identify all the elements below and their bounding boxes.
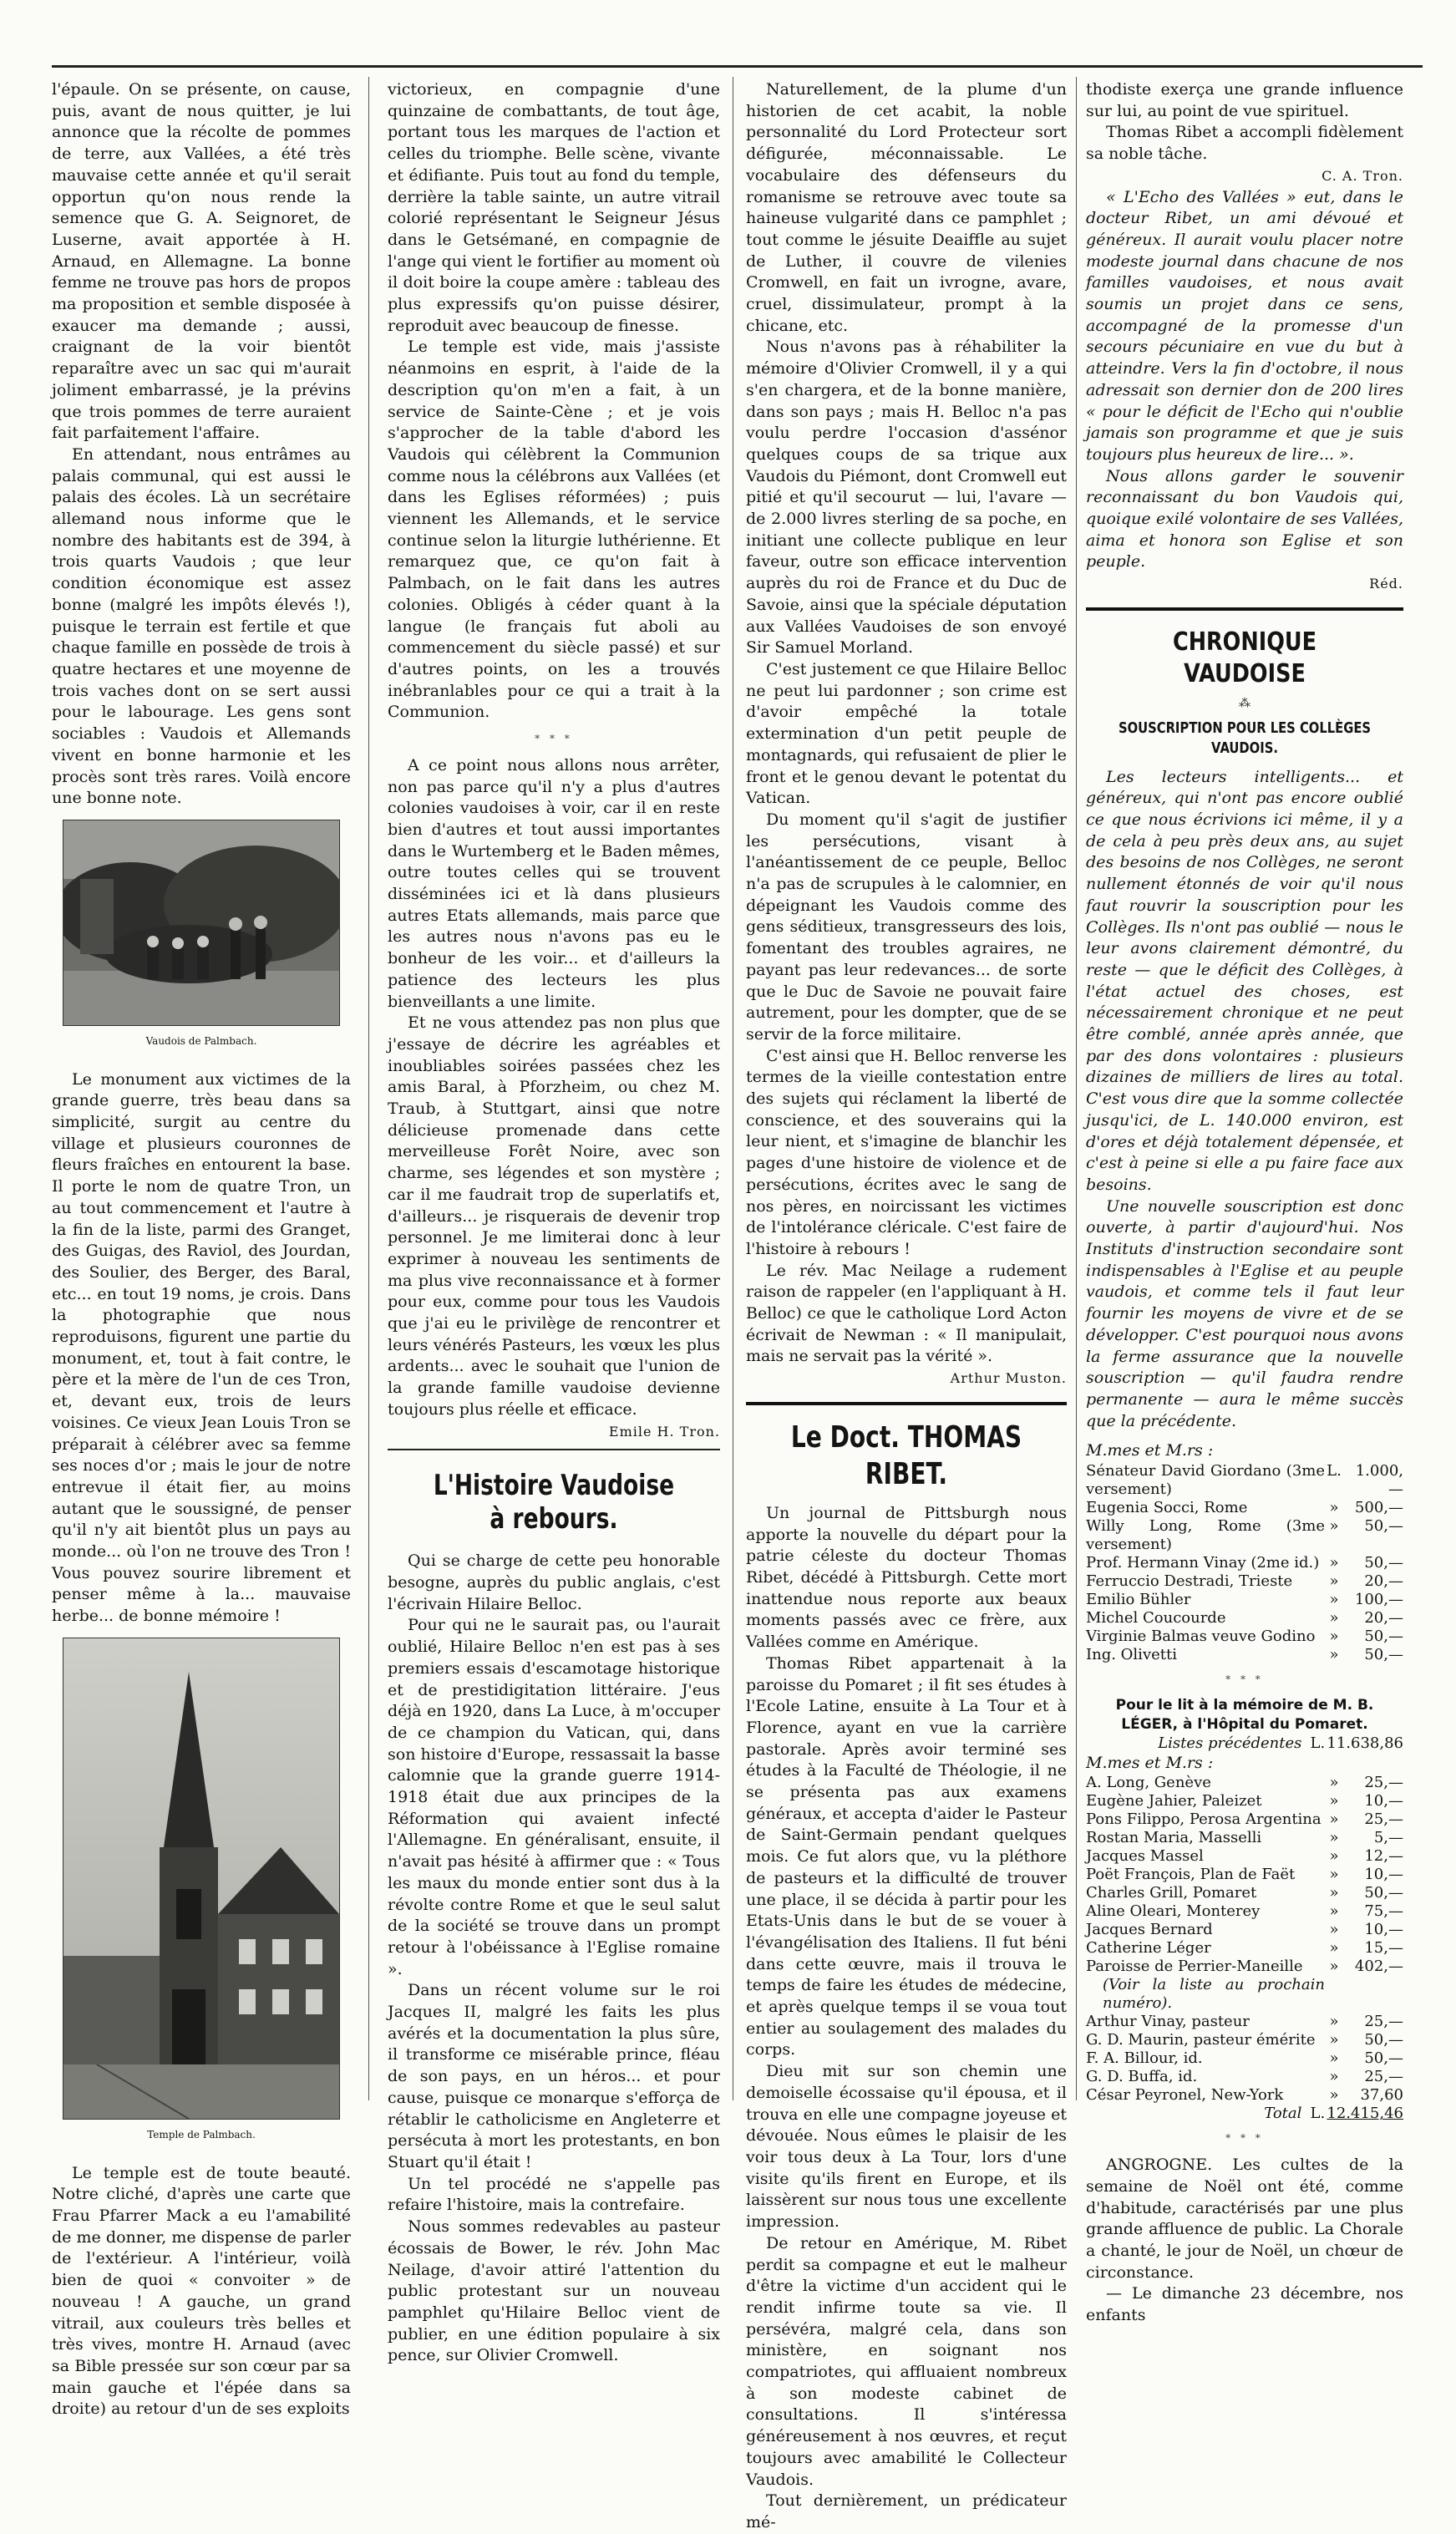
paragraph: Thomas Ribet appartenait à la paroisse du Pomaret ; il fit ses études à l'Ecole Latine, ensuite à La Tour et à Florence, ayant en vue la carrière pastorale. Après avoir terminé ses études à la Faculté de Théologie, il ne se présenta pas aux examens généraux, et accepta d'aider le Pasteur de Saint-Germain pendant quelques mois. Ce fut alors que, vu la pléthore de pasteurs et la difficulté de trouver une place, il se décida à partir pour les Etats-Unis dans le but de se vouer à l'évangélisation des Italiens. Il fut béni dans cette œuvre, mais il trouva le temps de faire les études de médecine, et après quelque temps il se voua tout entier au soulagement des malades du corps.: [746, 1653, 1067, 2059]
currency: »: [1329, 1810, 1339, 1829]
currency: L.: [1310, 1734, 1326, 1752]
top-rule: [52, 65, 1423, 68]
paragraph: thodiste exerça une grande influence sur lui, au point de vue spirituel.: [1086, 80, 1403, 120]
photo-temple-de-palmbach: [63, 1638, 340, 2120]
donor-name: Jacques Massel: [1086, 1847, 1204, 1866]
list-item: [1086, 1884, 1403, 1902]
paragraph: Le temple est vide, mais j'assiste néanmoins en esprit, à l'aide de la description qu'on m'en a fait, à un service de Sainte-Cène ; et je vois s'approcher de la table d'abord les Vaudois qui célèbrent la Communion comme nous la célébrons aux Vallées (et dans les Eglises réformées) ; puis viennent les Allemands, et le service continue selon la liturgie luthérienne. Et remarquez que, ce qu'on fait à Palmbach, on le fait dans les autres colonies. Obligés à céder quant à la langue (le français fut aboli au commencement du siècle passé) et sur d'autres points, on les a trouvés inébranlables pour ce qui a trait à la Communion.: [388, 338, 720, 722]
list-item: [1086, 2049, 1403, 2068]
list-item: [1086, 1939, 1403, 1958]
amount: 15,—: [1364, 1939, 1403, 1958]
column-divider: [368, 77, 369, 2100]
subscription-list: [1086, 1462, 1403, 1664]
paragraph: Dieu mit sur son chemin une demoiselle écossaise qu'il épousa, et il trouva en elle une compagne joyeuse et dévouée. Nous eûmes le plaisir de les voir tous deux à La Tour, lors d'une visite qu'ils firent en Europe, et ils laissèrent sur nous tous une excellente impression.: [746, 2062, 1067, 2232]
currency: »: [1329, 2086, 1339, 2105]
paragraph: ANGROGNE. Les cultes de la semaine de Noël ont été, comme d'habitude, caractérisés par une plus grande affluence de public. La Chorale a chanté, le jour de Noël, un chœur de circonstance.: [1086, 2156, 1403, 2282]
donor-name: Catherine Léger: [1086, 1939, 1211, 1958]
paragraph: l'épaule. On se présente, on cause, puis, avant de nous quitter, je lui annonce que la récolte de pommes de terre, aux Vallées, a été très mauvaise cette année et qu'il serait opportun qu'on nous rende la semence que G. A. Seignoret, de Luserne, avait apportée à H. Arnaud, en Allemagne. La bonne femme ne trouve pas hors de propos ma proposition et semble disposée à exaucer ma demande ; aussi, craignant de la voir bientôt reparaître avec un sac qui m'aurait joliment embarrassé, je la prévins que trois pommes de terre auraient fait parfaitement l'affaire.: [52, 80, 351, 443]
list-item: [1086, 1774, 1403, 1792]
currency: »: [1329, 2049, 1339, 2068]
amount: [1343, 1976, 1403, 2013]
paragraph: Naturellement, de la plume d'un historien de cet acabit, la noble personnalité du Lord Protecteur sort défigurée, méconnaissable. Le vocabulaire des défenseurs du romanisme se retrouve avec toute sa haineuse vulgarité dans ce pamphlet ; tout comme le jésuite Deaiffle au sujet de Luther, il couvre de vilenies Cromwell, en fait un ivrogne, avare, cruel, dissimulateur, prompt à la chicane, etc.: [746, 80, 1067, 335]
paragraph: « L'Echo des Vallées » eut, dans le docteur Ribet, un ami dévoué et généreux. Il aurait voulu placer notre modeste journal dans chacune de nos familles vaudoises, et nous avait soumis un projet dans ce sens, accompagné de la promesse d'un secours pécuniaire en vue du but à atteindre. Vers la fin d'octobre, il nous adressait son dernier don de 200 lires « pour le déficit de l'Echo qui n'oublie jamais son programme et que je suis toujours plus heureux de lire... ».: [1086, 187, 1403, 464]
list-title: Pour le lit à la mémoire de M. B. LÉGER, à l'Hôpital du Pomaret.: [1115, 1696, 1374, 1733]
paragraph: Et ne vous attendez pas non plus que j'essaye de décrire les agréables et inoubliables soirées passées chez les amis Baral, à Pforzheim, ou chez M. Traub, à Stuttgart, ainsi que notre délicieuse promenade dans cette merveilleuse Forêt Noire, avec son charme, ses légendes et son mystère ; car il me faudrait trop de superlatifs et, d'ailleurs... je risquerais de devenir trop personnel. Je me limiterai donc à leur exprimer à nouveau les sentiments de ma plus vive reconnaissance et à former pour eux, comme pour tous les Vaudois que j'ai eu le privilège de rencontrer et leurs vénérés Pasteurs, les vœux les plus ardents... avec le souhait que l'union de la grande famille vaudoise devienne toujours plus réelle et efficace.: [388, 1013, 720, 1419]
subscription-list: [1086, 1774, 1403, 2105]
amount: 25,—: [1364, 2013, 1403, 2031]
headline-thomas-ribet: Le Doct. THOMAS RIBET.: [790, 1419, 1022, 1491]
list-item: [1086, 1572, 1403, 1591]
list-heading: M.mes et M.rs :: [1086, 1753, 1214, 1772]
donor-name: Jacques Bernard: [1086, 1921, 1213, 1939]
amount: 50,—: [1364, 1628, 1403, 1646]
currency: »: [1329, 1958, 1339, 1976]
signature: C. A. Tron.: [1322, 167, 1403, 184]
signature: Emile H. Tron.: [608, 1423, 720, 1440]
currency: »: [1329, 1902, 1339, 1921]
amount: 100,—: [1354, 1591, 1403, 1609]
list-item: [1086, 2086, 1403, 2105]
donor-name: Michel Coucourde: [1086, 1609, 1226, 1628]
photo-caption: Temple de Palmbach.: [147, 2128, 256, 2140]
donor-name: Prof. Hermann Vinay (2me id.): [1086, 1554, 1320, 1572]
list-item: [1086, 1554, 1403, 1572]
amount: 37,60: [1360, 2086, 1403, 2105]
paragraph: Les lecteurs intelligents... et généreux, qui n'ont pas encore oublié ce que nous écrivions ici même, il y a de cela à peu près deux ans, au sujet des besoins de nos Collèges, ne seront nullement étonnés de voir qu'il nous faut rouvrir la souscription pour les Collèges. Ils n'ont pas oublié — nous le leur avons clairement démontré, du reste — que le déficit des Collèges, à l'état actuel des choses, est nécessairement chronique et ne peut être comblé, année après année, que par des dons volontaires : plusieurs dizaines de milliers de lires au total. C'est vous dire que la somme collectée jusqu'ici, de L. 140.000 environ, est d'ores et déjà totalement dépensée, et c'est à peine si elle a pu faire face aux besoins.: [1086, 767, 1403, 1194]
donor-name: Willy Long, Rome (3me versement): [1086, 1517, 1325, 1554]
list-item: [1086, 1866, 1403, 1884]
list-item: [1086, 1499, 1403, 1517]
column-3: [746, 79, 1067, 2534]
currency: »: [1329, 1792, 1339, 1810]
list-item: [1086, 1902, 1403, 1921]
headline-chronique-vaudoise: CHRONIQUE VAUDOISE: [1172, 627, 1316, 688]
currency: »: [1329, 1829, 1339, 1847]
paragraph: De retour en Amérique, M. Ribet perdit sa compagne et eut le malheur d'être la victime d'un accident qui le rendit infirme toute sa vie. Il persévéra, malgré cela, dans son ministère, en soignant nos compatriotes, qui affluaient nombreux à son modeste cabinet de consultations. Il s'intéressa généreusement à nos œuvres, et reçut toujours avec amabilité le Collecteur Vaudois.: [746, 2233, 1067, 2489]
paragraph: Nous sommes redevables au pasteur écossais de Bower, le rév. John Mac Neilage, d'avoir attiré l'attention du public protestant sur un nouveau pamphlet qu'Hilaire Belloc vient de publier, en une édition populaire à six pence, sur Olivier Cromwell.: [388, 2217, 720, 2365]
donor-name: Ferruccio Destradi, Trieste: [1086, 1572, 1293, 1591]
amount: 20,—: [1364, 1572, 1403, 1591]
list-item: [1086, 1976, 1403, 2013]
list-item: [1086, 1810, 1403, 1829]
paragraph: Qui se charge de cette peu honorable besogne, auprès du public anglais, c'est l'écrivain Hilaire Belloc.: [388, 1551, 720, 1613]
amount: 10,—: [1364, 1792, 1403, 1810]
currency: L.: [1310, 2105, 1326, 2123]
signature: Réd.: [1369, 576, 1403, 592]
paragraph: Une nouvelle souscription est donc ouverte, à partir d'aujourd'hui. Nos Instituts d'instruction secondaire sont indispensables à l'Eglise et au peuple vaudois, et comme tels il faut leur fournir les moyens de vivre et de se développer. C'est pourquoi nous avons la ferme assurance que la nouvelle souscription — qu'il faudra rendre permanente — aura le même succès que la précédente.: [1086, 1196, 1403, 1430]
paragraph: C'est justement ce que Hilaire Belloc ne peut lui pardonner ; son crime est d'avoir empêché la totale extermination d'un petit peuple de montagnards, qui refusaient de plier le front et le genou devant le potentat du Vatican.: [746, 659, 1067, 808]
signature: Arthur Muston.: [950, 1370, 1067, 1387]
donor-name: Rostan Maria, Masselli: [1086, 1829, 1262, 1847]
headline-histoire-vaudoise: L'Histoire Vaudoise à rebours.: [433, 1469, 675, 1536]
article-divider: [1086, 603, 1403, 615]
amount: 1.000,—: [1355, 1462, 1403, 1499]
list-item: [1086, 1921, 1403, 1939]
paragraph: A ce point nous allons nous arrêter, non pas parce qu'il n'y a plus d'autres colonies vaudoises à voir, car il en reste bien d'autres et tout aussi importantes dans le Wurtemberg et le Baden mêmes, outre toutes celles qui se trouvent disséminées ici et là dans plusieurs autres Etats allemands, mais parce que les autres nous n'avons pas eu le bonheur de les voir... et d'ailleurs la patience des lecteurs les plus bienveillants a une limite.: [388, 755, 720, 1011]
amount: 50,—: [1364, 1554, 1403, 1572]
donor-name: Ing. Olivetti: [1086, 1646, 1177, 1664]
paragraph: Le rév. Mac Neilage a rudement raison de rappeler (en l'appliquant à H. Belloc) ce que le catholique Lord Acton écrivait de Newman : « Il manipulait, mais ne servait pas la vérité ».: [746, 1261, 1067, 1366]
paragraph: Dans un récent volume sur le roi Jacques II, malgré les faits les plus avérés et la documentation la plus sûre, il transforme ce misérable prince, fléau de son pays, en un héros... et pour cause, puisque ce monarque s'efforça de rétablir le catholicisme en Angleterre et persécuta à mort les protestants, en bon Stuart qu'il était !: [388, 1981, 720, 2171]
paragraph: Tout dernièrement, un prédicateur mé-: [746, 2491, 1067, 2531]
currency: »: [1329, 2013, 1339, 2031]
total-label: Total: [1264, 2105, 1302, 2123]
donor-name: G. D. Buffa, id.: [1086, 2068, 1198, 2086]
paragraph: Le temple est de toute beauté. Notre cliché, d'après une carte que Frau Pfarrer Mack a eu l'amabilité de me donner, me dispense de parler de l'extérieur. A l'intérieur, voilà bien de quoi « convoiter » de nouveau ! A gauche, un grand vitrail, aux couleurs très belles et très vives, montre H. Arnaud (avec sa Bible pressée sur son cœur par sa main gauche et l'épée dans sa droite) au retour d'un de ses exploits: [52, 2163, 351, 2419]
subheadline-souscription: SOUSCRIPTION POUR LES COLLÈGES VAUDOIS.: [1118, 719, 1372, 757]
paragraph: victorieux, en compagnie d'une quinzaine de combattants, de tout âge, portant tous les marques de l'action et celles du triomphe. Belle scène, vivante et édifiante. Puis tout au fond du temple, derrière la table sainte, un autre vitrail colorié représentant le Seigneur Jésus dans le Getsémané, en compagnie de l'ange qui vient le fortifier au moment où il doit boire la coupe amère : tableau des plus expressifs qu'on puisse désirer, reproduit avec beaucoup de finesse.: [388, 80, 720, 335]
photo-caption: Vaudois de Palmbach.: [145, 1034, 257, 1047]
paragraph: Nous allons garder le souvenir reconnaissant du bon Vaudois qui, quoique exilé volontaire de ses Vallées, aima et honora son Eglise et son peuple.: [1086, 466, 1403, 571]
paragraph: C'est ainsi que H. Belloc renverse les termes de la vieille contestation entre des sujets qui réclament la liberté de conscience, et des souverains qui la leur nient, et s'imagine de blanchir les pages d'une histoire de violence et de persécutions, écrites avec le sang de nos pères, en noircissant les victimes de l'intolérance cléricale. C'est faire de l'histoire à rebours !: [746, 1046, 1067, 1258]
currency: »: [1329, 1554, 1339, 1572]
currency: »: [1329, 1499, 1339, 1517]
article-divider: [388, 1449, 720, 1450]
list-item: [1086, 1847, 1403, 1866]
total-row: [1086, 2105, 1403, 2123]
donor-name: Virginie Balmas veuve Godino: [1086, 1628, 1316, 1646]
amount: 11.638,86: [1327, 1734, 1403, 1752]
amount: 75,—: [1364, 1902, 1403, 1921]
currency: L.: [1327, 1462, 1342, 1480]
section-stars: * * *: [1225, 2132, 1264, 2145]
donor-name: Paroisse de Perrier-Maneille: [1086, 1958, 1303, 1976]
list-item: [1086, 1628, 1403, 1646]
ornament: ⁂: [1239, 696, 1251, 710]
section-stars: * * *: [535, 733, 573, 745]
list-item: [1086, 1462, 1403, 1499]
paragraph: Le monument aux victimes de la grande guerre, très beau dans sa simplicité, surgit au centre du village et plusieurs couronnes de fleurs fraîches en entourent la base. Il porte le nom de quatre Tron, un au tout commencement et l'autre à la fin de la liste, parmi des Granget, des Guigas, des Raviol, des Jourdan, des Soulier, des Berger, des Baral, etc... en tout 19 noms, je crois. Dans la photographie que nous reproduisons, figurent une partie du monument, et, tout à fait contre, le père et la mère de l'un de ces Tron, et, devant eux, trois de leurs voisines. Ce vieux Jean Louis Tron se préparait à célébrer avec sa femme ses noces d'or ; mais le jour de notre entrevue il était fier, au moins autant que le soussigné, de penser qu'il n'y ait bientôt plus un pays au monde... où l'on ne trouve des Tron ! Vous pouvez sourire librement et penser même à la... mauvaise herbe... de bonne mémoire !: [52, 1069, 351, 1626]
currency: »: [1329, 1774, 1339, 1792]
list-item: [1086, 2031, 1403, 2049]
paragraph: — Le dimanche 23 décembre, nos enfants: [1086, 2284, 1403, 2325]
amount: 50,—: [1364, 1517, 1403, 1536]
paragraph: Un tel procédé ne s'appelle pas refaire l'histoire, mais la contrefaire.: [388, 2174, 720, 2215]
donor-name: Poët François, Plan de Faët: [1086, 1866, 1296, 1884]
donor-name: Pons Filippo, Perosa Argentina: [1086, 1810, 1322, 1829]
amount: 10,—: [1364, 1921, 1403, 1939]
paragraph: Un journal de Pittsburgh nous apporte la nouvelle du départ pour la patrie céleste du docteur Thomas Ribet, décédé à Pittsburgh. Cette mort inattendue nous reporte aux beaux moments passés avec ce frère, aux Vallées comme en Amérique.: [746, 1503, 1067, 1652]
currency: [1325, 1976, 1343, 2013]
donor-name: Emilio Bühler: [1086, 1591, 1191, 1609]
currency: »: [1329, 1591, 1339, 1609]
list-heading: M.mes et M.rs :: [1086, 1441, 1214, 1460]
paragraph: Pour qui ne le saurait pas, ou l'aurait oublié, Hilaire Belloc n'en est pas à ses premiers essais d'escamotage historique et de prestidigitation littéraire. J'eus déjà en 1920, dans La Luce, à m'occuper de ce champion du Vatican, qui, dans son histoire d'Europe, ressassait la basse calomnie que la grande guerre 1914-1918 était due aux principes de la Réformation qui avaient infecté l'Allemagne. En généralisant, ensuite, il n'avait pas hésité à affirmer que : « Tous les maux du monde entier sont dus à la révolte contre Rome et que le seul salut de la société se trouve dans un prompt retour à l'obéissance à l'Eglise romaine ».: [388, 1616, 720, 1978]
currency: »: [1329, 1646, 1339, 1664]
list-item: [1086, 2068, 1403, 2086]
donor-name: A. Long, Genève: [1086, 1774, 1211, 1792]
list-item: [1086, 1591, 1403, 1609]
paragraph: Thomas Ribet a accompli fidèlement sa noble tâche.: [1086, 123, 1403, 164]
amount: 50,—: [1364, 2031, 1403, 2049]
donor-name: (Voir la liste au prochain numéro).: [1103, 1976, 1325, 2013]
amount: 12,—: [1364, 1847, 1403, 1866]
currency: »: [1329, 2031, 1339, 2049]
previous-lists-row: [1086, 1734, 1403, 1753]
paragraph: Nous n'avons pas à réhabiliter la mémoire d'Olivier Cromwell, il y a qui s'en chargera, et de la bonne manière, dans son pays ; mais H. Belloc n'a pas voulu perdre l'occasion d'assénor quelques coups de sa trique aux Vaudois du Piémont, dont Cromwell eut pitié et qu'il secourut — lui, l'avare — de 2.000 livres sterling de sa poche, en initiant une collecte publique en leur faveur, outre son efficace intervention auprès du roi de France et du Duc de Savoie, ainsi que la spéciale députation aux Vallées Vaudoises de son envoyé Sir Samuel Morland.: [746, 338, 1067, 658]
donor-name: Sénateur David Giordano (3me versement): [1086, 1462, 1325, 1499]
currency: »: [1329, 1921, 1339, 1939]
photo-vaudois-de-palmbach: [63, 820, 340, 1026]
amount: 402,—: [1354, 1958, 1403, 1976]
currency: »: [1329, 1866, 1339, 1884]
total-amount: 12.415,46: [1327, 2105, 1403, 2123]
donor-name: César Peyronel, New-York: [1086, 2086, 1284, 2105]
amount: 50,—: [1364, 1646, 1403, 1664]
column-1: [52, 79, 351, 2420]
currency: »: [1329, 1628, 1339, 1646]
amount: 5,—: [1373, 1829, 1403, 1847]
column-2: [388, 79, 720, 2367]
list-item: [1086, 1517, 1403, 1554]
amount: 25,—: [1364, 2068, 1403, 2086]
previous-label: Listes précédentes: [1158, 1734, 1302, 1752]
amount: 20,—: [1364, 1609, 1403, 1628]
donor-name: Charles Grill, Pomaret: [1086, 1884, 1257, 1902]
amount: 50,—: [1364, 2049, 1403, 2068]
list-item: [1086, 1792, 1403, 1810]
donor-name: Arthur Vinay, pasteur: [1086, 2013, 1250, 2031]
currency: »: [1329, 1884, 1339, 1902]
amount: 10,—: [1364, 1866, 1403, 1884]
amount: 25,—: [1364, 1774, 1403, 1792]
list-item: [1086, 1609, 1403, 1628]
list-item: [1086, 2013, 1403, 2031]
paragraph: Du moment qu'il s'agit de justifier les persécutions, visant à l'anéantissement de ce peuple, Belloc n'a pas de scrupules à le calomnier, en dépeignant les Vaudois comme des gens séditieux, transgresseurs des lois, fomentant des troubles agraires, ne payant pas leur redevances... de sorte que le Duc de Savoie ne pouvait faire autrement, pour les dompter, que de se servir de la force militaire.: [746, 810, 1067, 1044]
list-item: [1086, 1829, 1403, 1847]
donor-name: Eugenia Socci, Rome: [1086, 1499, 1248, 1517]
donor-name: G. D. Maurin, pasteur émérite: [1086, 2031, 1316, 2049]
list-item: [1086, 1646, 1403, 1664]
amount: 25,—: [1364, 1810, 1403, 1829]
currency: »: [1329, 2068, 1339, 2086]
donor-name: Aline Oleari, Monterey: [1086, 1902, 1261, 1921]
currency: »: [1329, 1572, 1339, 1591]
currency: »: [1329, 1517, 1339, 1536]
column-4: [1086, 79, 1403, 2327]
list-item: [1086, 1958, 1403, 1976]
column-divider: [1076, 77, 1077, 2100]
paragraph: En attendant, nous entrâmes au palais communal, qui est aussi le palais des écoles. Là un secrétaire allemand nous informe que le nombre des habitants est de 394, à trois quarts Vaudois ; que leur condition économique est assez bonne (malgré les impôts élevés !), puisque le terrain est fertile et que chaque famille en possède de trois à quatre hectares et une moyenne de trois vaches dont on se sert aussi pour le labourage. Les gens sont sociables : Vaudois et Allemands vivent en bonne harmonie et les procès sont très rares. Voilà encore une bonne note.: [52, 444, 351, 808]
currency: »: [1329, 1939, 1339, 1958]
donor-name: Eugène Jahier, Paleizet: [1086, 1792, 1262, 1810]
currency: »: [1329, 1609, 1339, 1628]
amount: 50,—: [1364, 1884, 1403, 1902]
donor-name: F. A. Billour, id.: [1086, 2049, 1203, 2068]
section-stars: * * *: [1225, 1673, 1264, 1686]
amount: 500,—: [1354, 1499, 1403, 1517]
currency: »: [1329, 1847, 1339, 1866]
article-divider: [746, 1398, 1067, 1409]
